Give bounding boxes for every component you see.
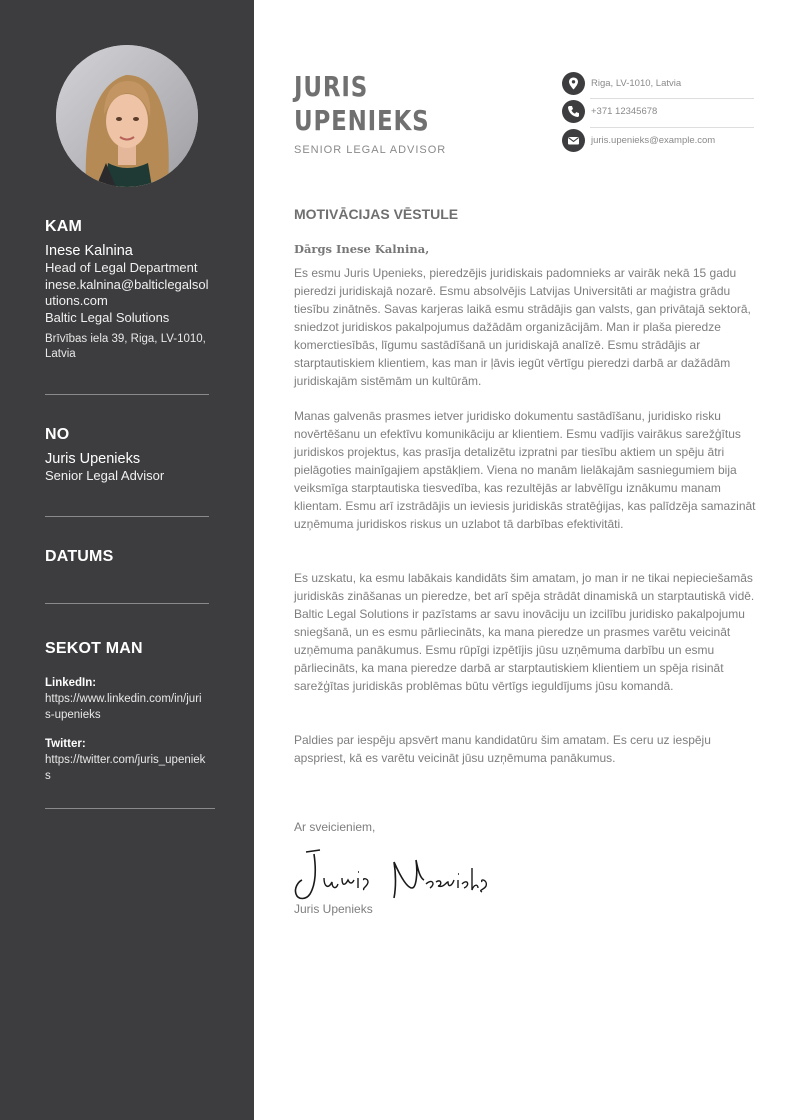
divider xyxy=(45,603,209,604)
letter-heading: MOTIVĀCIJAS VĒSTULE xyxy=(294,206,459,222)
recipient-name: Inese Kalnina xyxy=(45,243,133,259)
phone-icon xyxy=(562,100,585,123)
letter-paragraph: Es esmu Juris Upenieks, pieredzējis juridiskais padomnieks ar vairāk nekā 15 gadu pieredzi juridiskajā nozarē. Esmu absolvējis Latvijas Universitāti ar maģistra grādu tiesību zinātnēs. Savas karjeras laikā esmu strādājis gan valsts, gan privātajā sektorā, sniedzot juridiskos pakalpojumus dažādām organizācijām. Man ir plaša pieredze komerctiesībās, līgumu sastādīšanā un juridiskajā analīzē. Esmu strādājis ar starptautiskiem klientiem, kas man ir ļāvis iegūt vērtīgu pieredzi darbā ar dažādām juridiskajām sistēmām un kultūrām. xyxy=(294,266,751,388)
applicant-name xyxy=(294,70,458,138)
handwritten-signature xyxy=(292,844,502,906)
contact-email-text[interactable]: juris.upenieks@example.com xyxy=(591,135,716,146)
recipient-email[interactable]: inese.kalnina@balticlegalsolutions.com xyxy=(45,276,209,308)
location-pin-icon xyxy=(562,72,585,95)
contact-address xyxy=(562,72,754,100)
letter-closing: Ar sveicieniem, xyxy=(294,820,376,834)
signed-name: Juris Upenieks xyxy=(294,902,373,916)
sender-title: Senior Legal Advisor xyxy=(45,468,165,483)
recipient-section xyxy=(45,218,215,362)
follow-section xyxy=(45,640,215,784)
sender-heading: NO xyxy=(45,426,70,443)
recipient-title: Head of Legal Department xyxy=(45,260,198,275)
contact-email xyxy=(562,129,754,157)
twitter-link[interactable]: https://twitter.com/juris_upenieks xyxy=(45,754,206,782)
letter-greeting: Dārgs Inese Kalnina, xyxy=(294,242,430,256)
recipient-heading: KAM xyxy=(45,218,83,235)
first-name: JURIS xyxy=(294,70,369,103)
letter-paragraph: Es uzskatu, ka esmu labākais kandidāts šim amatam, jo man ir ne tikai nepieciešamās juridiskās zināšanas un pieredze, bet arī spēja strādāt dinamiskā un starptautiskā vidē. Baltic Legal Solutions ir pazīstams ar savu inovāciju un izcilību juridisko pakalpojumu sniegšanā, un es esmu pārliecināts, ka mana pieredze un prasmes varētu veicināt uzņēmuma panākumus. Esmu rūpīgi izpētījis jūsu uzņēmuma darbību un esmu pārliecināts, ka mana pieredze darbā ar starptautiskiem klientiem un spēja risināt sarežģītas juridiskās problēmas būtu vērtīgs ieguldījums jūsu komandā. xyxy=(294,571,755,693)
contact-phone xyxy=(562,100,754,128)
recipient-company: Baltic Legal Solutions xyxy=(45,309,170,325)
contact-phone-text[interactable]: +371 12345678 xyxy=(591,106,658,117)
letter-paragraph: Manas galvenās prasmes ietver juridisko dokumentu sastādīšanu, juridisko risku novērtēšanu un efektīvu komunikāciju ar klientiem. Esmu vadījis vairākus sarežģītus juridiskos projektus, kas prasīja detalizētu izpratni par tiesību aktiem un spēju ātri pielāgoties mainīgajiem apstākļiem. Viena no manām lielākajām sasniegumiem bija veiksmīga starptautiska tiesvedība, kas rezultējās ar labvēlīgu iznākumu manam klientam. Esmu arī izstrādājis un ieviesis juridiskās stratēģijas, kas palīdzēja samazināt uzņēmuma juridiskos riskus un uzlabot tā darbības efektivitāti. xyxy=(294,409,756,531)
envelope-icon xyxy=(562,129,585,152)
twitter-label: Twitter: xyxy=(45,738,86,750)
divider xyxy=(45,808,215,809)
contact-address-text: Riga, LV-1010, Latvia xyxy=(591,78,682,89)
profile-photo xyxy=(56,45,198,187)
follow-heading: SEKOT MAN xyxy=(45,640,143,657)
date-section xyxy=(45,548,215,572)
sidebar xyxy=(0,0,254,1120)
divider xyxy=(590,127,754,128)
last-name: UPENIEKS xyxy=(294,104,430,137)
sender-name: Juris Upenieks xyxy=(45,451,141,467)
divider xyxy=(590,98,754,99)
letter-paragraph: Paldies par iespēju apsvērt manu kandidatūru šim amatam. Es ceru uz iespēju apspriest, kā es varētu veicināt jūsu uzņēmuma panākumus. xyxy=(294,733,711,765)
date-heading: DATUMS xyxy=(45,548,114,565)
divider xyxy=(45,516,209,517)
linkedin-link[interactable]: https://www.linkedin.com/in/juris-upenieks xyxy=(45,693,202,721)
applicant-role: SENIOR LEGAL ADVISOR xyxy=(294,144,447,156)
recipient-address: Brīvības iela 39, Riga, LV-1010, Latvia xyxy=(45,333,206,360)
linkedin-label: LinkedIn: xyxy=(45,677,97,689)
sender-section xyxy=(45,426,215,485)
divider xyxy=(45,394,209,395)
